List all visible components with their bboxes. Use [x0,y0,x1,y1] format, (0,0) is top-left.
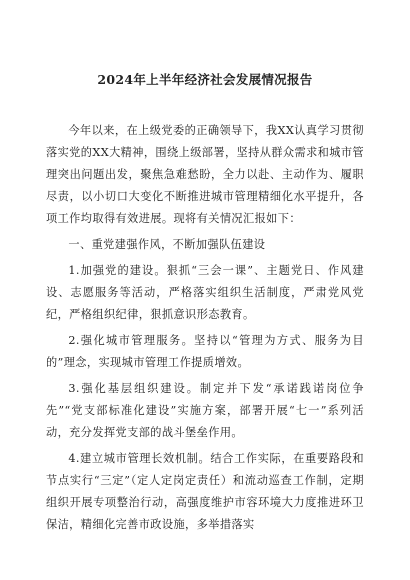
list-item: 2.强化城市管理服务。坚持以“管理为方式、服务为目的”理念，实现城市管理工作提质增效。 [46,334,364,369]
list-item: 3.强化基层组织建设。制定并下发“承诺践诺岗位争先”“党支部标准化建设”实施方案，部署开展“七一”系列活动，充分发挥党支部的战斗堡垒作用。 [46,382,364,439]
document-title: 2024年上半年经济社会发展情况报告 [97,72,313,87]
intro-paragraph: 今年以来，在上级党委的正确领导下，我XX认真学习贯彻落实党的XX大精神，围绕上级部署，坚持从群众需求和城市管理突出问题出发，聚焦急难愁盼，全力以赴、主动作为、履职尽责，以小切口大变化不断推进城市管理精细化水平提升，各项工作均取得有效进展。现将有关情况汇报如下： [46,124,365,225]
section-heading: 一、重党建强作风，不断加强队伍建设 [68,238,266,251]
list-item: 1.加强党的建设。狠抓“三会一课”、主题党日、作风建设、志愿服务等活动，严格落实组织生活制度，严肃党风党纪，严格组织纪律，狠抓意识形态教育。 [46,264,364,321]
list-item: 4.建立城市管理长效机制。结合工作实际，在重要路段和节点实行“三定”（定人定岗定责任）和流动巡查工作制，定期组织开展专项整治行动，高强度维护市容环境大力度推进环卫保洁，精细化完善市政设施，多举措落实 [46,452,364,531]
